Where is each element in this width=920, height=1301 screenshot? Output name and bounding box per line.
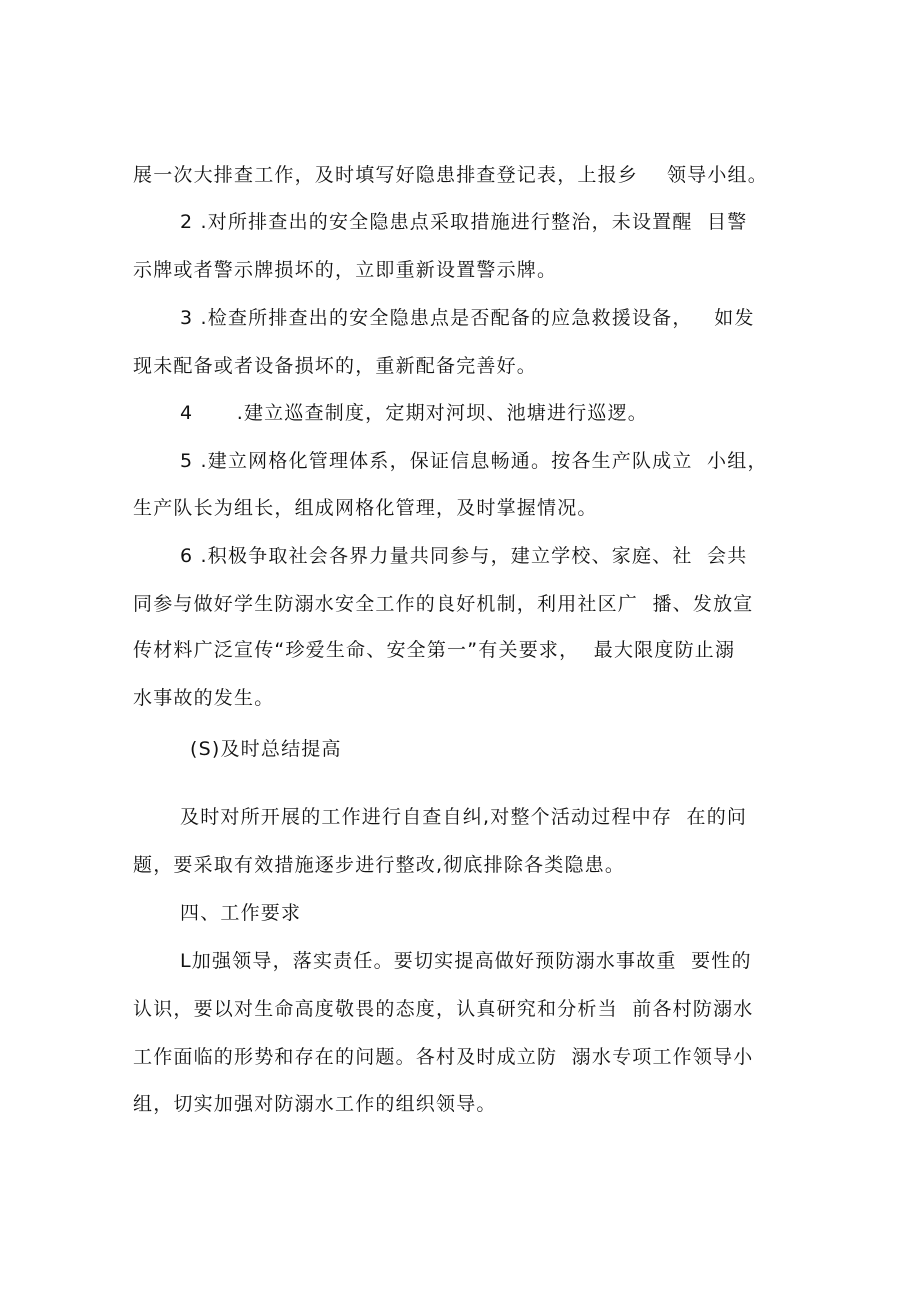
item-6-line-3: 传材料广泛宣传“珍爱生命、安全第一”有关要求， 最大限度防止溺 xyxy=(133,639,736,661)
requirement-1-line-2: 认识，要以对生命高度敬畏的态度，认真研究和分析当 前各村防溺水 xyxy=(133,998,754,1020)
requirement-1-line-4: 组，切实加强对防溺水工作的组织领导。 xyxy=(133,1093,497,1115)
item-5-line-2: 生产队长为组长，组成网格化管理，及时掌握情况。 xyxy=(133,497,598,519)
item-6-line-4: 水事故的发生。 xyxy=(133,687,275,709)
item-2-line-2: 示牌或者警示牌损坏的，立即重新设置警示牌。 xyxy=(133,259,558,281)
text-line-1: 展一次大排查工作，及时填写好隐患排查登记表，上报乡 领导小组。 xyxy=(133,164,768,186)
item-6-line-1: 6 .积极争取社会各界力量共同参与，建立学校、家庭、社 会共 xyxy=(180,545,748,567)
item-6-line-2: 同参与做好学生防溺水安全工作的良好机制，利用社区广 播、发放宣 xyxy=(133,593,754,615)
summary-line-2: 题，要采取有效措施逐步进行整改,彻底排除各类隐患。 xyxy=(133,854,626,876)
item-4-line-1: 4 .建立巡查制度，定期对河坝、池塘进行巡逻。 xyxy=(180,402,648,424)
requirement-1-line-1: L加强领导，落实责任。要切实提高做好预防溺水事故重 要性的 xyxy=(180,950,752,972)
item-3-line-1: 3 .检查所排查出的安全隐患点是否配备的应急救援设备， 如发 xyxy=(180,307,755,329)
section-heading-requirements: 四、工作要求 xyxy=(180,902,302,924)
requirement-1-line-3: 工作面临的形势和存在的问题。各村及时成立防 溺水专项工作领导小 xyxy=(133,1046,754,1068)
item-5-line-1: 5 .建立网格化管理体系，保证信息畅通。按各生产队成立 小组， xyxy=(180,450,768,472)
item-3-line-2: 现未配备或者设备损坏的，重新配备完善好。 xyxy=(133,355,538,377)
summary-line-1: 及时对所开展的工作进行自查自纠,对整个活动过程中存 在的问 xyxy=(180,806,748,828)
section-heading-summary: (S)及时总结提高 xyxy=(190,738,342,760)
item-2-line-1: 2 .对所排查出的安全隐患点采取措施进行整治，未设置醒 目警 xyxy=(180,211,748,233)
